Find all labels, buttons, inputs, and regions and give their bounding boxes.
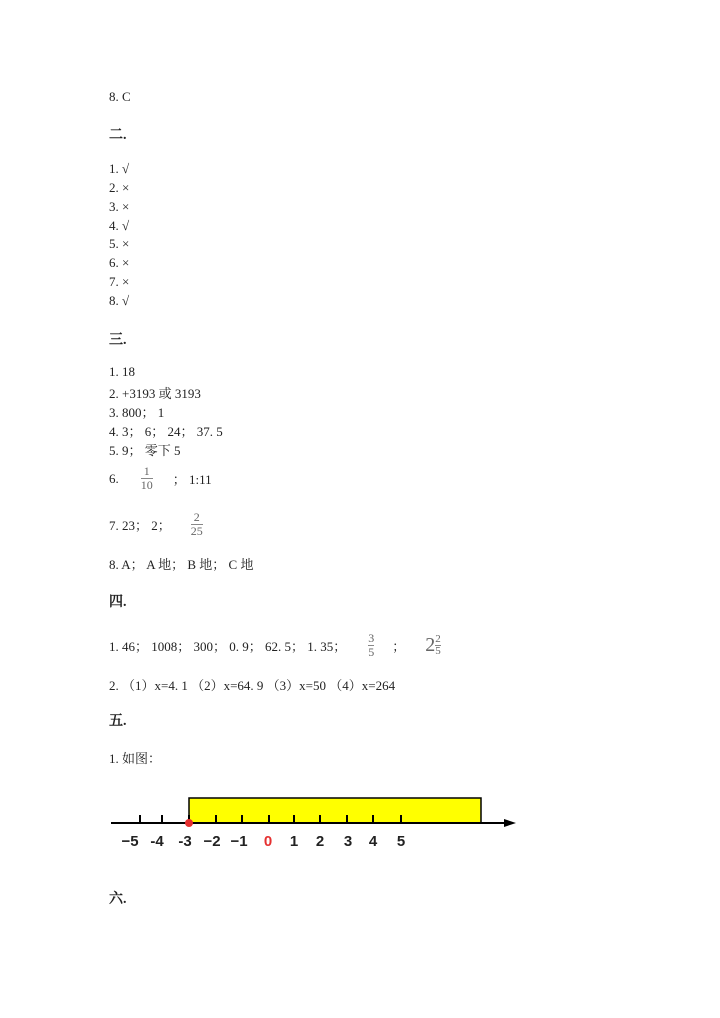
list-item: 6. × [109, 255, 130, 270]
tick-label: −2 [203, 833, 221, 850]
list-item-4-1 [109, 632, 441, 659]
list-item: 1. 如图： [109, 751, 162, 766]
numerator: 2 [193, 510, 200, 524]
section-heading-6: 六. [109, 892, 127, 907]
denominator: 5 [435, 645, 441, 657]
denominator: 10 [140, 478, 153, 492]
list-item-suffix: ； 1:11 [172, 472, 212, 487]
fraction [435, 634, 441, 657]
list-item-7 [109, 511, 203, 538]
tick-label: 4 [368, 833, 378, 850]
list-item: 8. √ [109, 293, 130, 308]
list-item-prefix: 7. 23； 2； [109, 518, 171, 533]
denominator: 25 [190, 524, 203, 538]
fraction [141, 465, 153, 492]
list-item: 3. 800； 1 [109, 405, 165, 420]
fraction [368, 632, 374, 659]
list-item-prefix: 6. [109, 470, 119, 486]
section-heading-5: 五. [109, 714, 127, 729]
tick-label: 5 [396, 833, 406, 850]
list-item: 4. √ [109, 218, 130, 233]
whole-part: 2 [425, 634, 436, 656]
section-heading-2: 二. [109, 128, 127, 143]
number-line-figure [0, 780, 720, 860]
list-item-prefix: 1. 46； 1008； 300； 0. 9； 62. 5； 1. 35； [109, 639, 347, 654]
list-item: 4. 3； 6； 24； 37. 5 [109, 424, 223, 439]
mixed-number [425, 634, 441, 657]
list-item: 1. 18 [109, 364, 135, 379]
separator: ； [392, 639, 406, 654]
shaded-region [189, 798, 481, 823]
list-item: 3. × [109, 199, 130, 214]
fraction [191, 511, 203, 538]
tick-label: 0 [263, 833, 273, 850]
section-heading-4: 四. [109, 595, 127, 610]
tick-label: 2 [315, 833, 325, 850]
list-item: 5. × [109, 236, 130, 251]
denominator: 5 [368, 645, 375, 659]
tick-labels [121, 833, 405, 850]
arrow-icon [504, 819, 516, 827]
numerator: 3 [368, 631, 375, 645]
tick-label: 3 [343, 833, 353, 850]
list-item: 5. 9； 零下 5 [109, 443, 181, 458]
tick-label: 1 [289, 833, 299, 850]
answer-1-8: 8. C [109, 89, 131, 104]
numerator: 1 [143, 464, 150, 478]
list-item: 8. A； A 地； B 地； C 地 [109, 557, 254, 572]
list-item: 7. × [109, 274, 130, 289]
list-item: 2. （1）x=4. 1 （2）x=64. 9 （3）x=50 （4）x=264 [109, 678, 396, 693]
list-item-6 [109, 465, 212, 492]
section-heading-3: 三. [109, 333, 127, 348]
tick-label: -3 [178, 833, 192, 850]
list-item: 2. × [109, 180, 130, 195]
tick-label: −1 [230, 833, 248, 850]
start-dot [185, 819, 193, 827]
numerator: 2 [435, 633, 441, 645]
tick-label: -4 [150, 833, 164, 850]
tick-label: −5 [121, 833, 139, 850]
list-item: 1. √ [109, 161, 130, 176]
list-item: 2. +3193 或 3193 [109, 386, 201, 401]
